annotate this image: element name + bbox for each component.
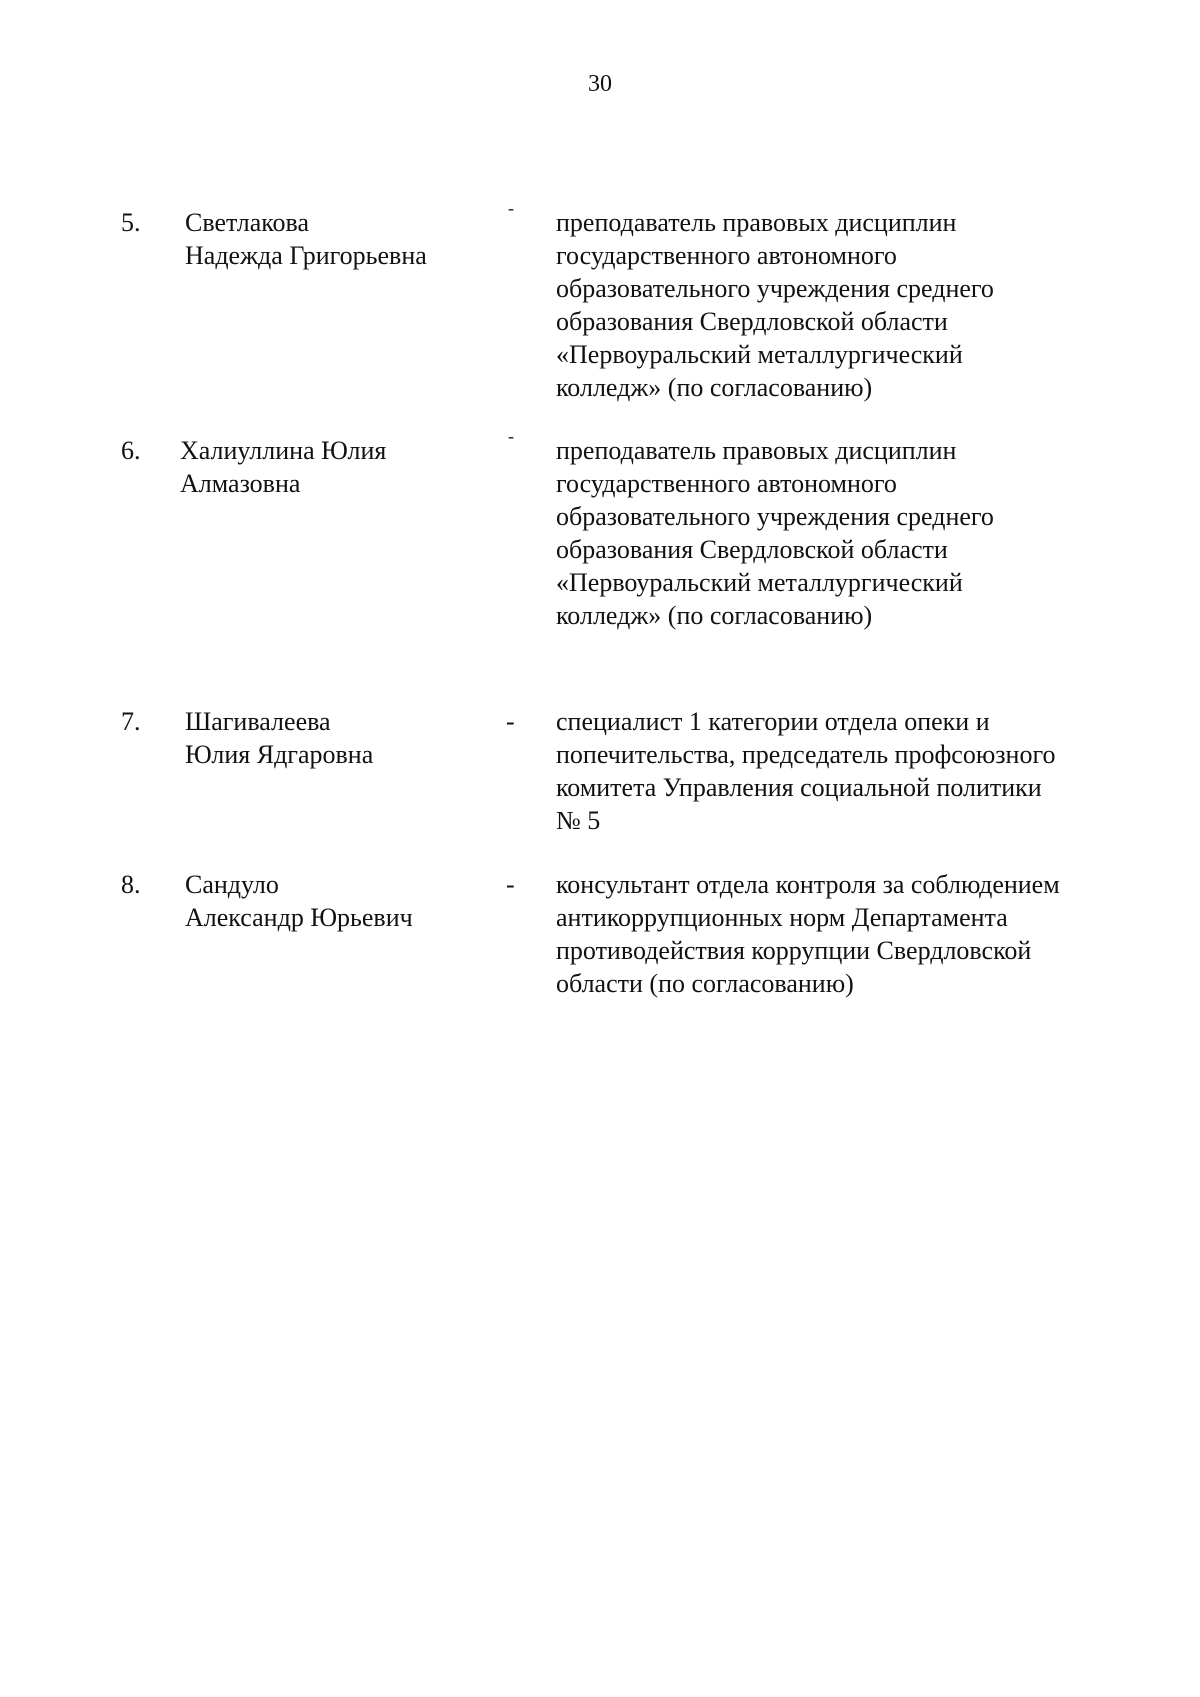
given-names: Юлия Ядгаровна xyxy=(185,740,374,769)
dash-separator: - xyxy=(508,426,514,446)
entry-position: консультант отдела контроля за соблюдением антикоррупционных норм Департамента противодействия коррупции Свердловской области (по согласованию) xyxy=(556,870,1060,998)
entry-number: 5. xyxy=(121,208,141,237)
given-names: Александр Юрьевич xyxy=(185,903,413,932)
entry-position: преподаватель правовых дисциплин государственного автономного образовательного учреждения среднего образования Свердловской области «Первоуральский металлургический колледж» (по согласованию) xyxy=(556,436,994,630)
surname: Шагивалеева xyxy=(185,707,331,736)
page-number: 30 xyxy=(588,71,612,97)
given-names: Алмазовна xyxy=(180,469,301,498)
entry-number: 6. xyxy=(121,436,141,465)
entry-name xyxy=(180,434,386,500)
entry-name xyxy=(185,705,373,771)
surname: Сандуло xyxy=(185,870,279,899)
entry-position: преподаватель правовых дисциплин государственного автономного образовательного учреждения среднего образования Свердловской области «Первоуральский металлургический колледж» (по согласованию) xyxy=(556,208,994,402)
dash-separator: - xyxy=(506,870,515,899)
entry-position: специалист 1 категории отдела опеки и попечительства, председатель профсоюзного комитета Управления социальной политики № 5 xyxy=(556,707,1056,835)
surname: Светлакова xyxy=(185,208,310,237)
entry-number: 8. xyxy=(121,870,141,899)
given-names: Надежда Григорьевна xyxy=(185,241,427,270)
entry-name xyxy=(185,868,413,934)
surname: Халиуллина Юлия xyxy=(180,436,387,465)
entry-name xyxy=(185,206,427,272)
entry-number: 7. xyxy=(121,707,141,736)
dash-separator: - xyxy=(508,198,514,218)
dash-separator: - xyxy=(506,707,515,736)
